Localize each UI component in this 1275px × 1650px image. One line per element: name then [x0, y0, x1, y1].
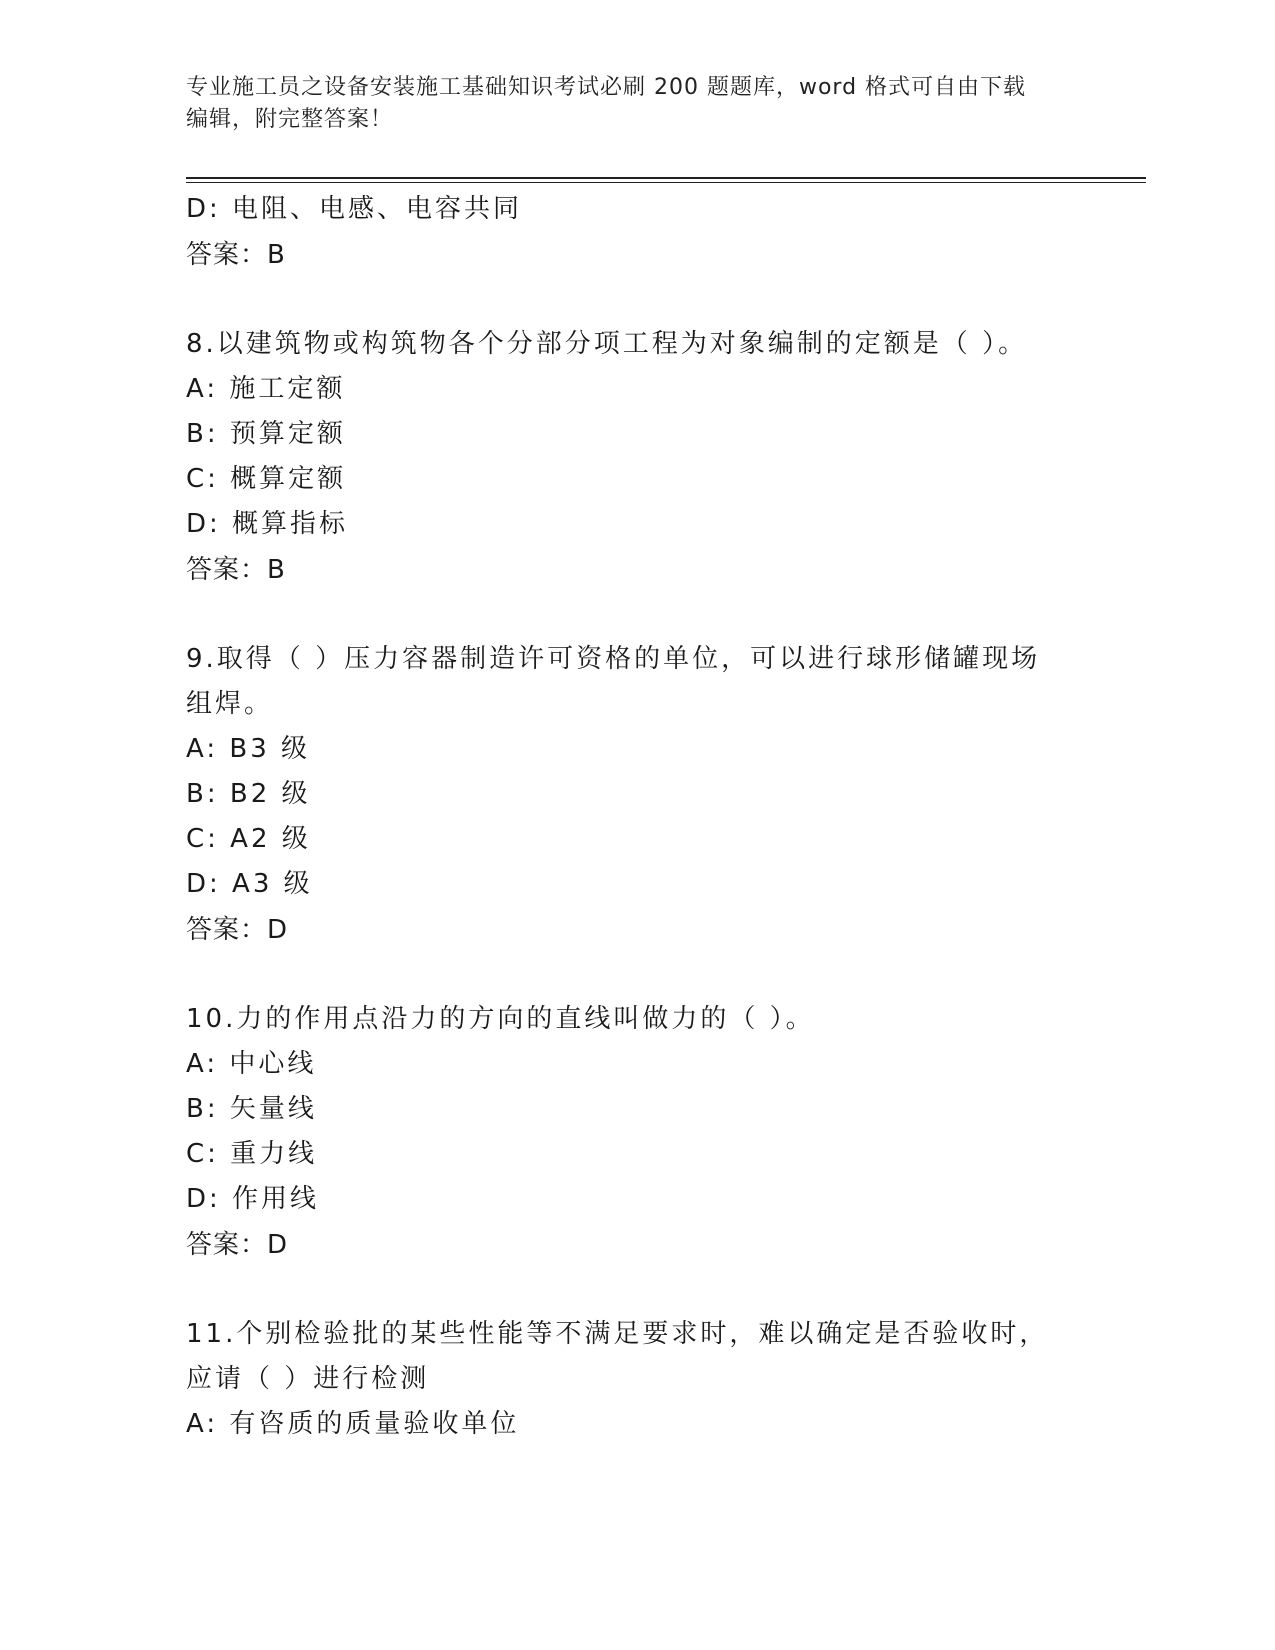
header-rule-thin	[186, 182, 1146, 183]
header-line-2: 编辑，附完整答案！	[186, 107, 394, 132]
option-c: C: 概算定额	[186, 464, 347, 494]
option-d: D: 作用线	[186, 1184, 320, 1214]
question-text: 11.个别检验批的某些性能等不满足要求时，难以确定是否验收时，应请（ ）进行检测	[186, 1319, 1049, 1394]
question-11	[186, 1312, 1086, 1447]
answer: 答案：D	[186, 1230, 289, 1260]
question-9	[186, 637, 1086, 953]
question-text: 9.取得（ ）压力容器制造许可资格的单位，可以进行球形储罐现场组焊。	[186, 644, 1041, 719]
question-10	[186, 997, 1086, 1268]
page-content	[186, 187, 1086, 1447]
answer: 答案：B	[186, 240, 286, 270]
option-a: A: B3 级	[186, 734, 310, 764]
option-b: B: 矢量线	[186, 1094, 317, 1124]
option-b: B: 预算定额	[186, 419, 346, 449]
option-d: D: 概算指标	[186, 509, 349, 539]
option-b: B: B2 级	[186, 779, 311, 809]
question-text: 10.力的作用点沿力的方向的直线叫做力的（ ）。	[186, 1004, 815, 1034]
option-a: A: 中心线	[186, 1049, 317, 1079]
option-c: C: 重力线	[186, 1139, 318, 1169]
question-text: 8.以建筑物或构筑物各个分部分项工程为对象编制的定额是（ ）。	[186, 329, 1028, 359]
header-rule-thick	[186, 177, 1146, 179]
option-a: A: 施工定额	[186, 374, 346, 404]
document-header	[186, 72, 1086, 136]
header-line-1: 专业施工员之设备安装施工基础知识考试必刷 200 题题库，word 格式可自由下载	[186, 75, 1027, 100]
option-c: C: A2 级	[186, 824, 311, 854]
option-d: D: 电阻、电感、电容共同	[186, 194, 523, 224]
option-a: A: 有咨质的质量验收单位	[186, 1409, 520, 1439]
answer: 答案：B	[186, 555, 286, 585]
question-8	[186, 322, 1086, 593]
answer: 答案：D	[186, 915, 289, 945]
option-d: D: A3 级	[186, 869, 313, 899]
